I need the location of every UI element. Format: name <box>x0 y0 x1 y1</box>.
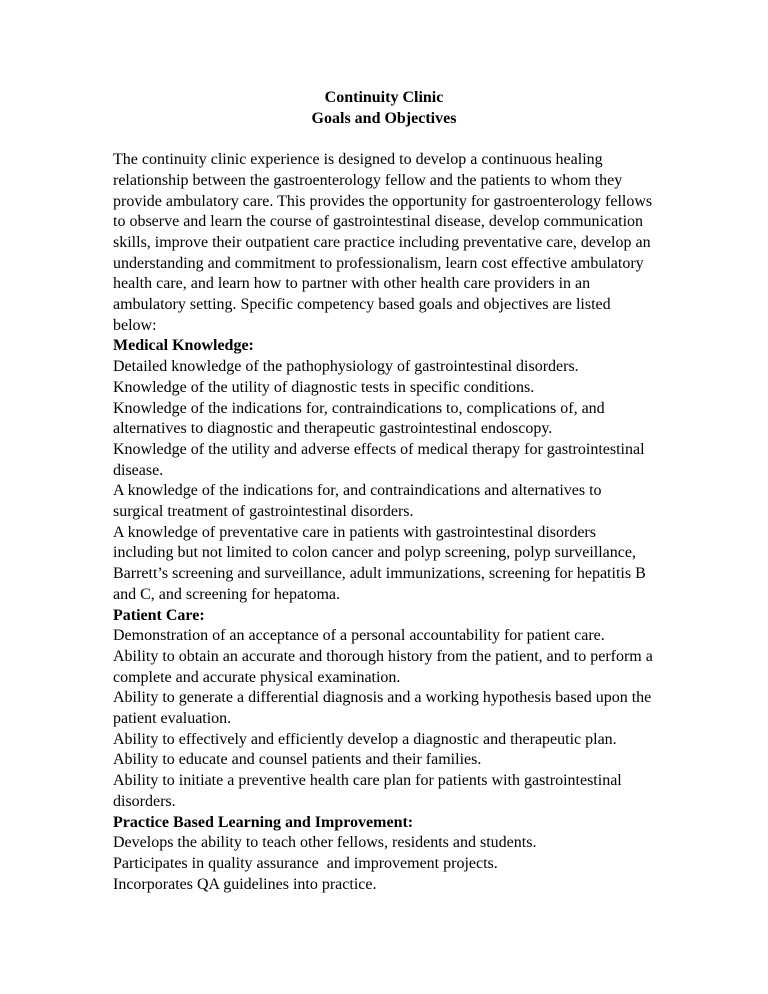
document-title <box>113 88 655 129</box>
section-item: Detailed knowledge of the pathophysiology of gastrointestinal disorders. <box>113 358 579 376</box>
section-heading-medical-knowledge: Medical Knowledge: <box>113 337 254 355</box>
intro-paragraph: The continuity clinic experience is designed to develop a continuous healing relationship between the gastroenterology fellow and the patients to whom they provide ambulatory care. This provides the opportunity for gastroenterology fellows to observe and learn the course of gastrointestinal disease, develop communication skills, improve their outpatient care practice including preventative care, develop an understanding and commitment to professionalism, learn cost effective ambulatory health care, and learn how to partner with other health care providers in an ambulatory setting. Specific competency based goals and objectives are listed below: <box>113 151 657 334</box>
section-heading-practice-based-learning: Practice Based Learning and Improvement: <box>113 813 414 831</box>
section-item: A knowledge of preventative care in patients with gastrointestinal disorders including but not limited to colon cancer and polyp screening, polyp surveillance, Barrett’s screening and surveillance, adult immunizations, screening for hepatitis B and C, and screening for hepatoma. <box>113 523 650 603</box>
title-line-2: Goals and Objectives <box>311 109 457 127</box>
section-item: Ability to effectively and efficiently develop a diagnostic and therapeutic plan. <box>113 730 617 748</box>
section-item: Knowledge of the utility and adverse effects of medical therapy for gastrointestinal disease. <box>113 440 649 479</box>
section-item: Ability to initiate a preventive health care plan for patients with gastrointestinal disorders. <box>113 772 626 810</box>
section-item: Incorporates QA guidelines into practice. <box>113 875 377 893</box>
section-item: Participates in quality assurance and improvement projects. <box>113 855 498 872</box>
section-heading-patient-care: Patient Care: <box>113 606 205 624</box>
section-item: Knowledge of the indications for, contraindications to, complications of, and alternatives to diagnostic and therapeutic gastrointestinal endoscopy. <box>113 399 609 438</box>
section-item: Ability to obtain an accurate and thorough history from the patient, and to perform a complete and accurate physical examination. <box>113 647 657 686</box>
section-item: A knowledge of the indications for, and contraindications and alternatives to surgical treatment of gastrointestinal disorders. <box>113 482 606 521</box>
section-item: Knowledge of the utility of diagnostic tests in specific conditions. <box>113 378 535 396</box>
section-item: Ability to educate and counsel patients and their families. <box>113 751 482 769</box>
title-line-1: Continuity Clinic <box>324 89 444 106</box>
section-item: Demonstration of an acceptance of a personal accountability for patient care. <box>113 627 605 645</box>
section-item: Develops the ability to teach other fellows, residents and students. <box>113 834 537 852</box>
section-item: Ability to generate a differential diagnosis and a working hypothesis based upon the patient evaluation. <box>113 689 656 728</box>
